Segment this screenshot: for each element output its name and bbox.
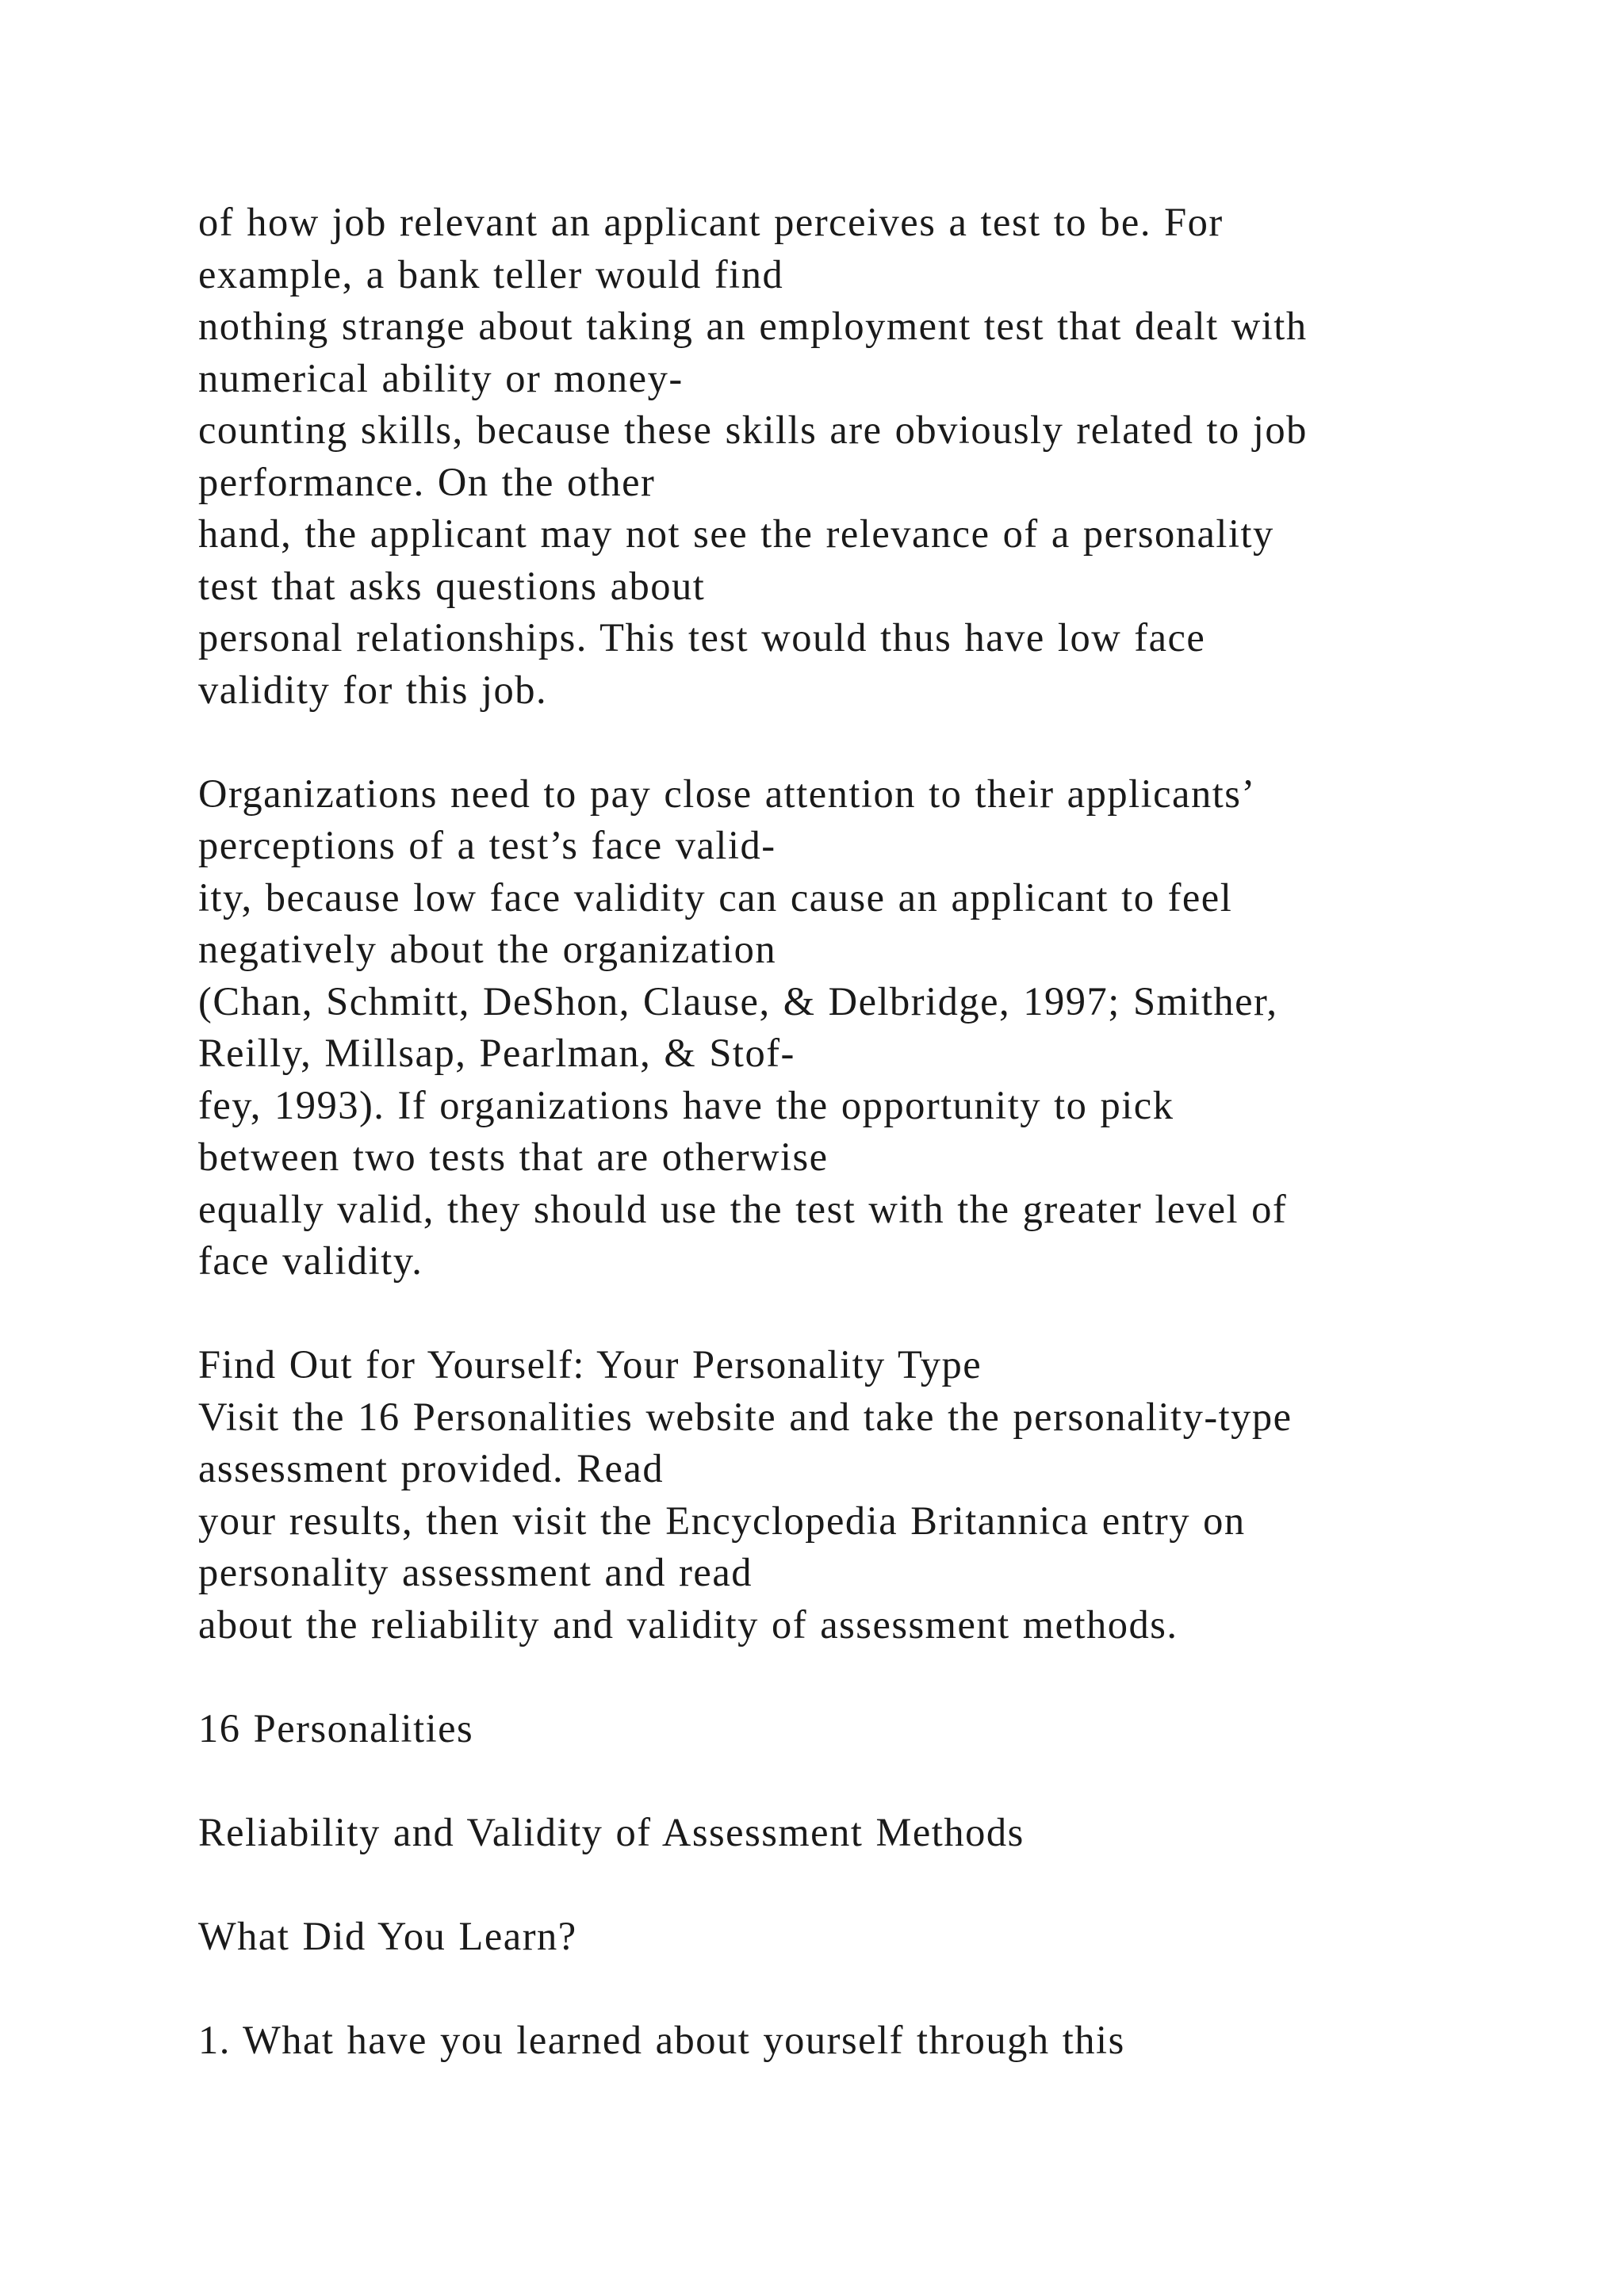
section-heading: What Did You Learn? (198, 1913, 577, 1958)
question-item: 1. What have you learned about yourself through this (198, 2017, 1125, 2062)
paragraph-gap (198, 1858, 1546, 1911)
body-line: perceptions of a test’s face valid- (198, 823, 776, 867)
body-line: assessment provided. Read (198, 1446, 665, 1490)
body-line: between two tests that are otherwise (198, 1135, 829, 1179)
body-line: nothing strange about taking an employment test that dealt with (198, 304, 1308, 348)
link-16-personalities: 16 Personalities (198, 1705, 474, 1751)
body-line: about the reliability and validity of assessment methods. (198, 1601, 1178, 1647)
paragraph-gap (198, 1755, 1546, 1807)
body-line: fey, 1993). If organizations have the opportunity to pick (198, 1082, 1174, 1127)
body-line: counting skills, because these skills are obviously related to job (198, 408, 1308, 452)
document-body (198, 197, 1546, 2066)
body-line: test that asks questions about (198, 563, 706, 608)
body-line: equally valid, they should use the test with the greater level of (198, 1186, 1288, 1231)
section-heading: Find Out for Yourself: Your Personality Type (198, 1342, 982, 1387)
body-line: numerical ability or money- (198, 355, 684, 400)
body-line: Organizations need to pay close attention to their applicants’ (198, 771, 1256, 816)
paragraph-gap (198, 716, 1546, 768)
body-line: Visit the 16 Personalities website and take the personality-type (198, 1394, 1293, 1439)
body-line: personal relationships. This test would thus have low face (198, 615, 1206, 660)
link-reliability-validity: Reliability and Validity of Assessment Methods (198, 1809, 1025, 1854)
body-line: Reilly, Millsap, Pearlman, & Stof- (198, 1031, 795, 1075)
body-line: (Chan, Schmitt, DeShon, Clause, & Delbridge, 1997; Smither, (198, 978, 1278, 1024)
paragraph-gap (198, 1651, 1546, 1703)
body-line: example, a bank teller would find (198, 251, 784, 297)
body-line: face validity. (198, 1238, 423, 1283)
body-line: of how job relevant an applicant perceives a test to be. For (198, 200, 1224, 244)
body-line: performance. On the other (198, 459, 656, 504)
body-line: negatively about the organization (198, 927, 777, 971)
body-line: hand, the applicant may not see the relevance of a personality (198, 511, 1274, 556)
body-line: personality assessment and read (198, 1550, 753, 1594)
paragraph-gap (198, 1962, 1546, 2015)
body-line: ity, because low face validity can cause an applicant to feel (198, 874, 1233, 920)
paragraph-gap (198, 1288, 1546, 1340)
body-line: validity for this job. (198, 667, 548, 712)
body-line: your results, then visit the Encyclopedia Britannica entry on (198, 1498, 1246, 1543)
